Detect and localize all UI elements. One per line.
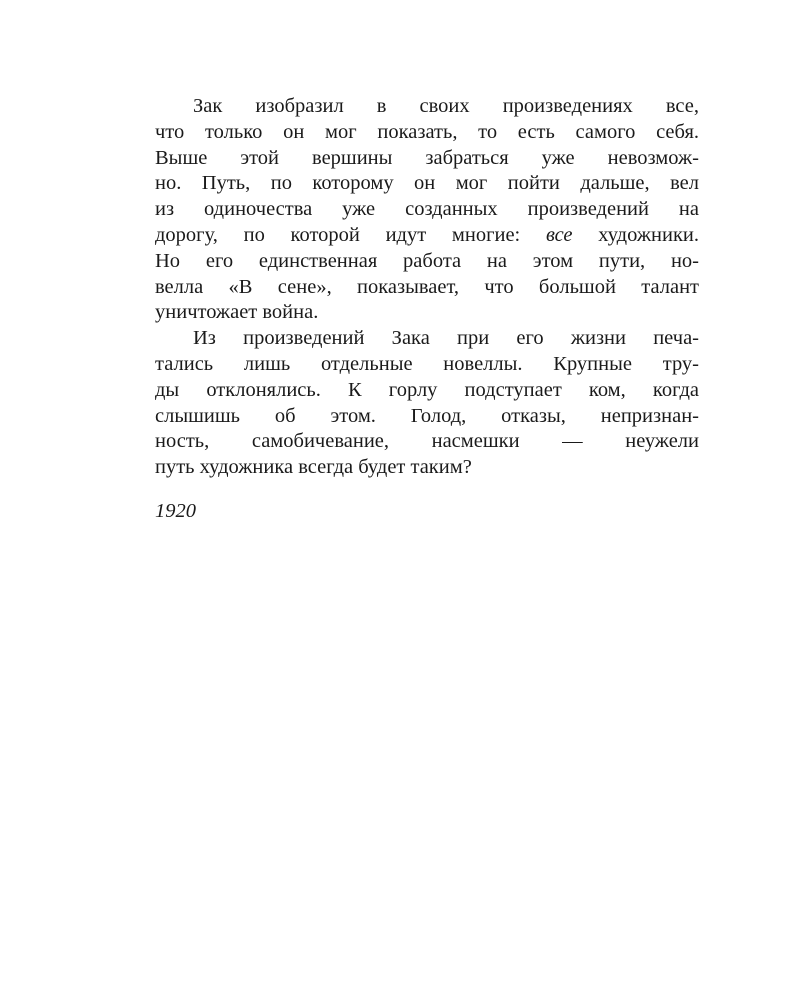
text-segment: художники. bbox=[572, 223, 699, 246]
text-line: ность, самобичевание, насмешки — неужели bbox=[155, 430, 699, 453]
text-line: слышишь об этом. Голод, отказы, непризнан- bbox=[155, 404, 699, 427]
text-line: тались лишь отдельные новеллы. Крупные тру- bbox=[155, 352, 699, 375]
text-line: Зак изобразил в своих произведениях все, bbox=[193, 95, 699, 117]
paragraph-1 bbox=[155, 94, 699, 326]
text-line: из одиночества уже созданных произведений на bbox=[155, 198, 699, 221]
text-line: уничтожает война. bbox=[155, 301, 319, 324]
date-signature: 1920 bbox=[155, 500, 196, 522]
text-line-with-emphasis bbox=[155, 223, 699, 249]
paragraph-2 bbox=[155, 326, 699, 481]
text-line: Но его единственная работа на этом пути, но- bbox=[155, 249, 699, 272]
text-line: Из произведений Зака при его жизни печа- bbox=[193, 327, 699, 350]
text-line: велла «В сене», показывает, что большой талант bbox=[155, 275, 699, 298]
text-line: что только он мог показать, то есть самого себя. bbox=[155, 120, 699, 143]
text-line: Выше этой вершины забраться уже невозмож- bbox=[155, 146, 699, 169]
emphasis-word: все bbox=[545, 223, 573, 246]
text-line: но. Путь, по которому он мог пойти дальше, вел bbox=[155, 172, 699, 195]
text-line: ды отклонялись. К горлу подступает ком, когда bbox=[155, 378, 699, 401]
body-text bbox=[155, 94, 699, 481]
text-segment: дорогу, по которой идут многие: bbox=[155, 223, 546, 246]
text-line: путь художника всегда будет таким? bbox=[155, 456, 472, 479]
